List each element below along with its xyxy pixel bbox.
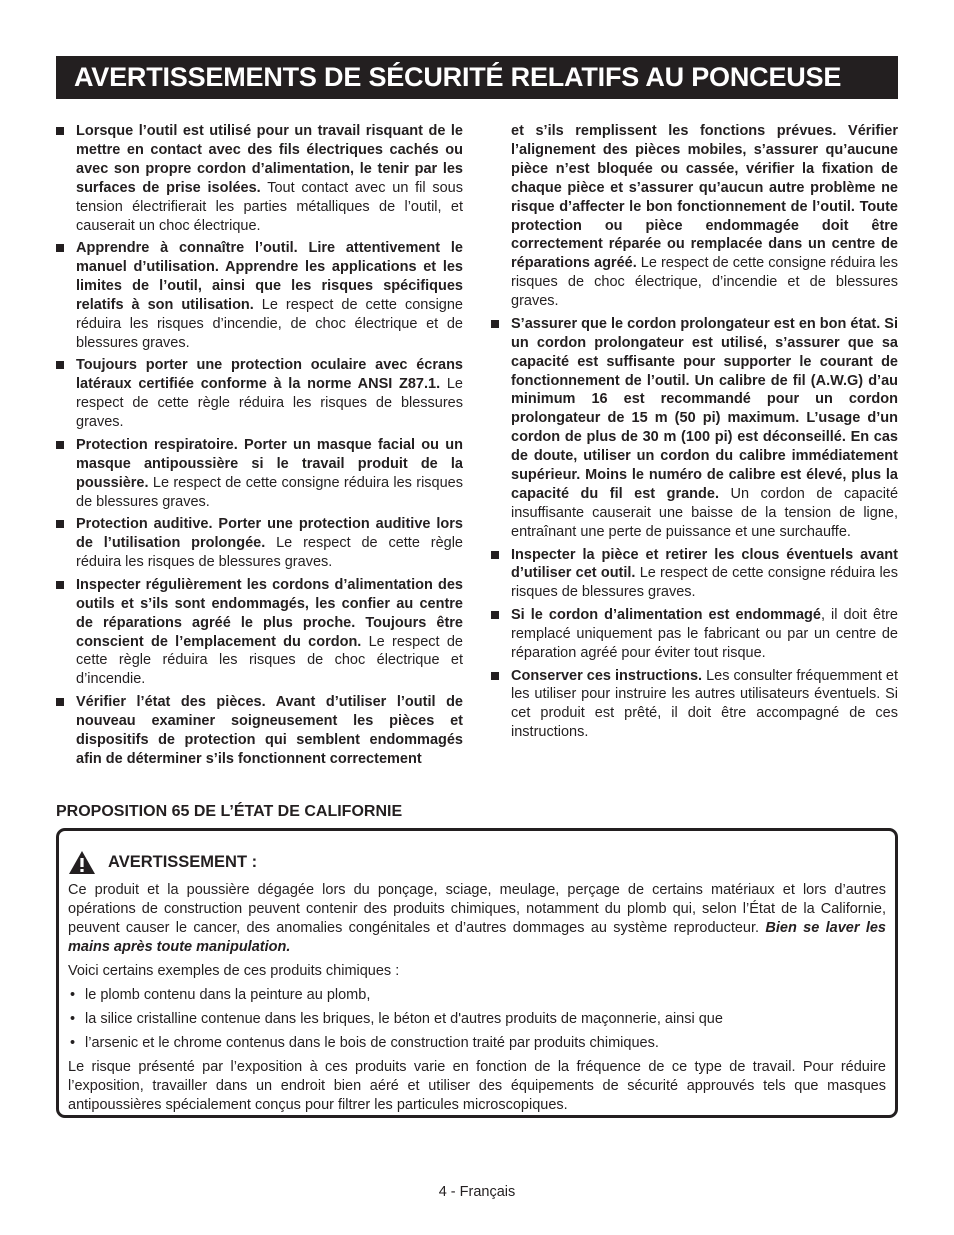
item-bold-text: Apprendre à connaître l’outil. Lire attentivement le manuel d’utilisation. Apprendre les applications et les limites de l’outil, ainsi que les risques spécifiques relatifs à son utilisation. xyxy=(76,240,463,313)
list-item xyxy=(491,606,898,663)
list-item xyxy=(491,667,898,743)
item-bold-text: Vérifier l’état des pièces. Avant d’utiliser l’outil de nouveau examiner soigneusement les pièces et dispositifs de protection qui semblent endommagés afin de déterminer s’ils fonctionnent correctement xyxy=(76,694,463,767)
item-bold-text: Lorsque l’outil est utilisé pour un travail risquant de le mettre en contact avec des fils électriques cachés ou avec son propre cordon d’alimentation, le tenir par les surfaces de prise isolées. xyxy=(76,123,463,196)
list-item xyxy=(491,546,898,603)
right-column xyxy=(491,122,898,746)
item-bold-text: et s’ils remplissent les fonctions prévues. Vérifier l’alignement des pièces mobiles, s’assurer qu’aucune pièce n’est bloquée ou cassée, vérifier la fixation de chaque pièce et s’assurer qu’aucun autre problème ne risque d’affecter le bon fonctionnement de l’outil. Toute protection ou pièce endommagée doit être correctement réparée ou remplacée dans un centre de réparations agréé. xyxy=(511,123,898,272)
square-bullet-icon xyxy=(56,520,64,528)
list-item-continuation xyxy=(491,122,898,311)
item-bold-text: Si le cordon d’alimentation est endommagé xyxy=(511,607,821,624)
warning-closing: Le risque présenté par l’exposition à ces produits varie en fonction de la fréquence de ce type de travail. Pour réduire l’exposition, travailler dans un endroit bien aéré et utiliser des équipements de sécurité approuvés tels que masques antipoussières spécialement conçus pour filtrer les particules microscopiques. xyxy=(68,1059,886,1113)
list-item xyxy=(56,515,463,572)
item-text: Le respect de cette consigne réduira les risques de blessures graves. xyxy=(76,474,463,510)
warning-emphasis: Bien se laver les mains après toute manipulation. xyxy=(68,920,886,955)
square-bullet-icon xyxy=(56,581,64,589)
page-footer: 4 - Français xyxy=(438,1184,516,1200)
square-bullet-icon xyxy=(56,127,64,135)
item-text: Tout contact avec un fil sous tension électrifierait les parties métalliques de l’outil, et causerait un choc électrique. xyxy=(76,179,463,234)
list-item xyxy=(56,356,463,432)
list-item xyxy=(491,315,898,542)
example-item xyxy=(68,986,886,1005)
example-text: la silice cristalline contenue dans les briques, le béton et d'autres produits de maçonnerie, ainsi que xyxy=(85,1011,723,1027)
item-bold-text: Inspecter la pièce et retirer les clous éventuels avant d’utiliser cet outil. xyxy=(511,546,898,582)
example-text: l’arsenic et le chrome contenus dans le bois de construction traité par produits chimiques. xyxy=(85,1035,659,1051)
warning-label: AVERTISSEMENT : xyxy=(108,852,258,871)
square-bullet-icon xyxy=(56,441,64,449)
square-bullet-icon xyxy=(56,361,64,369)
square-bullet-icon xyxy=(491,320,499,328)
square-bullet-icon xyxy=(491,551,499,559)
example-item xyxy=(68,1034,886,1053)
example-text: le plomb contenu dans la peinture au plomb, xyxy=(85,987,371,1003)
item-text: Le respect de cette règle réduira les risques de blessures graves. xyxy=(76,535,463,571)
left-column xyxy=(56,122,463,772)
prop65-warning-box xyxy=(56,828,898,1118)
item-text: Le respect de cette règle réduira les risques de blessures graves. xyxy=(76,376,463,431)
warning-header xyxy=(68,849,886,875)
item-text: Le respect de cette consigne réduira les risques de blessures graves. xyxy=(511,565,898,601)
warning-intro xyxy=(68,881,886,957)
square-bullet-icon xyxy=(491,611,499,619)
item-text: , il doit être remplacé uniquement pas le fabricant ou par un centre de réparation agréé pour éviter tout risque. xyxy=(511,607,898,661)
item-text: Les consulter fréquemment et les utiliser pour instruire les autres utilisateurs éventuels. Si cet produit est prêté, il doit être accompagné de ces instructions. xyxy=(511,667,898,741)
bullet-dot-icon: • xyxy=(70,1035,76,1051)
item-bold-text: Conserver ces instructions. xyxy=(511,667,703,684)
list-item xyxy=(56,436,463,512)
item-bold-text: Protection respiratoire. Porter un masque facial ou un masque antipoussière si le travail produit de la poussière. xyxy=(76,436,463,491)
item-bold-text: Toujours porter une protection oculaire avec écrans latéraux certifiée conforme à la norme ANSI Z87.1. xyxy=(76,357,463,393)
list-item xyxy=(56,693,463,769)
bullet-dot-icon: • xyxy=(70,987,76,1003)
square-bullet-icon xyxy=(56,244,64,252)
page-title: AVERTISSEMENTS DE SÉCURITÉ RELATIFS AU PONCEUSE xyxy=(56,56,898,99)
list-item xyxy=(56,239,463,352)
item-text: Un cordon de capacité insuffisante causerait une baisse de la tension de ligne, entraînant une perte de puissance et une surchauffe. xyxy=(511,486,899,540)
item-bold-text: Inspecter régulièrement les cordons d’alimentation des outils et s’ils sont endommagés, les confier au centre de réparations agréé le plus proche. Toujours être conscient de l’emplacement du cordon. xyxy=(76,576,463,650)
item-text: Le respect de cette consigne réduira les risques d’incendie, de choc électrique et de blessures graves. xyxy=(76,296,463,351)
square-bullet-icon xyxy=(491,672,499,680)
item-bold-text: S’assurer que le cordon prolongateur est en bon état. Si un cordon prolongateur est utilisé, s’assurer que sa capacité est suffisante pour supporter le courant de fonctionnement de l’outil. Un calibre de fil (A.W.G) d’au minimum 16 est recommandé pour un cordon prolongateur de 15 m (50 pi) maximum. L’usage d’un cordon de plus de 30 m (100 pi) est déconseillé. En cas de doute, utiliser un cordon du calibre immédiatement supérieur. Moins le numéro de calibre est élevé, plus la capacité du fil est grande. xyxy=(511,315,898,503)
bullet-dot-icon: • xyxy=(70,1011,76,1027)
item-text: Le respect de cette règle réduira les risques de choc électrique et d’incendie. xyxy=(76,633,463,688)
item-bold-text: Protection auditive. Porter une protection auditive lors de l’utilisation prolongée. xyxy=(76,516,463,552)
list-item xyxy=(56,122,463,235)
item-text: Le respect de cette consigne réduira les risques de choc électrique, d’incendie et de blessures graves. xyxy=(511,255,899,310)
warning-intro-text: Ce produit et la poussière dégagée lors du ponçage, sciage, meulage, perçage de certains matériaux et lors d’autres opérations de construction peuvent contenir des produits chimiques, notamment du plomb qui, selon l’État de la Californie, peuvent causer le cancer, des anomalies congénitales et d’autres dommages au système reproducteur. xyxy=(68,882,886,936)
examples-intro: Voici certains exemples de ces produits chimiques : xyxy=(68,963,400,979)
prop65-heading: PROPOSITION 65 DE L’ÉTAT DE CALIFORNIE xyxy=(56,803,403,820)
list-item xyxy=(56,576,463,689)
example-item xyxy=(68,1010,886,1029)
square-bullet-icon xyxy=(56,698,64,706)
warning-triangle-icon xyxy=(68,850,96,875)
